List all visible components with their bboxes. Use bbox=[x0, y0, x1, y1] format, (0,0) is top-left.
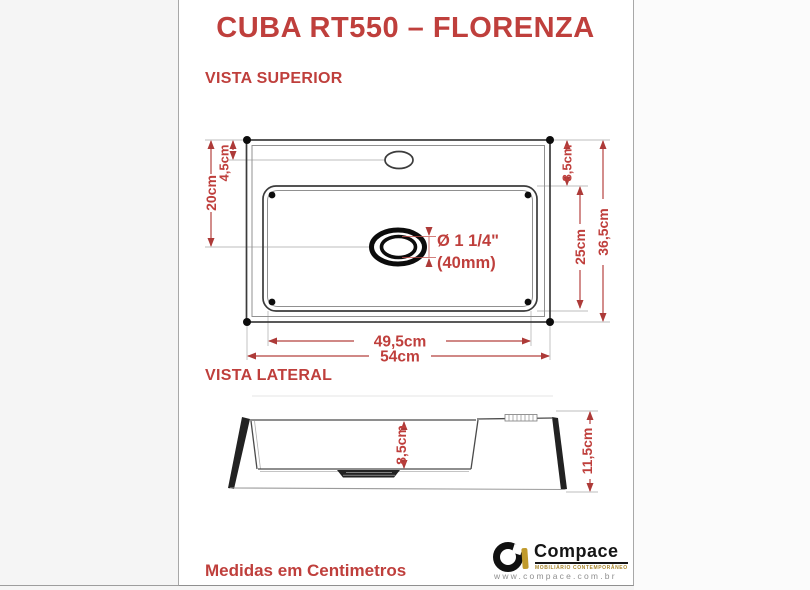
drain-diameter-inches: Ø 1 1/4" bbox=[437, 231, 499, 250]
top-view-drawing bbox=[185, 100, 630, 370]
dim-side-basin-depth: 8,5cm bbox=[392, 425, 409, 465]
compace-gold-bar-icon bbox=[521, 548, 528, 569]
right-wall bbox=[552, 417, 567, 490]
dim-total-depth: 36,5cm bbox=[594, 208, 611, 256]
faucet-hole bbox=[385, 152, 413, 169]
brand-name: Compace bbox=[534, 541, 619, 561]
dim-rim-to-basin: 8,5cm bbox=[559, 144, 575, 182]
dim-left: 20cm bbox=[202, 175, 219, 211]
top-view-label: VISTA SUPERIOR bbox=[205, 70, 343, 87]
dim-faucet-offset: 4,5cm bbox=[216, 144, 232, 182]
drain-diameter-mm: (40mm) bbox=[437, 253, 496, 272]
page-title: CUBA RT550 – FLORENZA bbox=[216, 12, 595, 44]
dim-total-width: 54cm bbox=[380, 348, 420, 366]
sink-outline-top bbox=[243, 136, 554, 326]
brand-logo bbox=[492, 538, 632, 584]
drain-hole-inner bbox=[382, 237, 416, 258]
brand-url: www.compace.com.br bbox=[494, 571, 617, 581]
left-wall bbox=[228, 417, 250, 489]
brand-tagline: MOBILIÁRIO CONTEMPORÂNEO bbox=[535, 565, 628, 571]
brand-underline bbox=[535, 562, 628, 564]
page-background-right bbox=[634, 0, 810, 590]
units-note: Medidas em Centimetros bbox=[205, 561, 407, 580]
frame-bottom-line bbox=[0, 585, 179, 586]
drain-fitting bbox=[337, 470, 400, 478]
dim-basin-depth: 25cm bbox=[571, 229, 588, 265]
side-view-label: VISTA LATERAL bbox=[205, 367, 333, 384]
dim-basin-width: 49,5cm bbox=[373, 333, 427, 351]
dim-side-total-height: 11,5cm bbox=[578, 427, 595, 475]
side-view-drawing bbox=[185, 390, 635, 515]
